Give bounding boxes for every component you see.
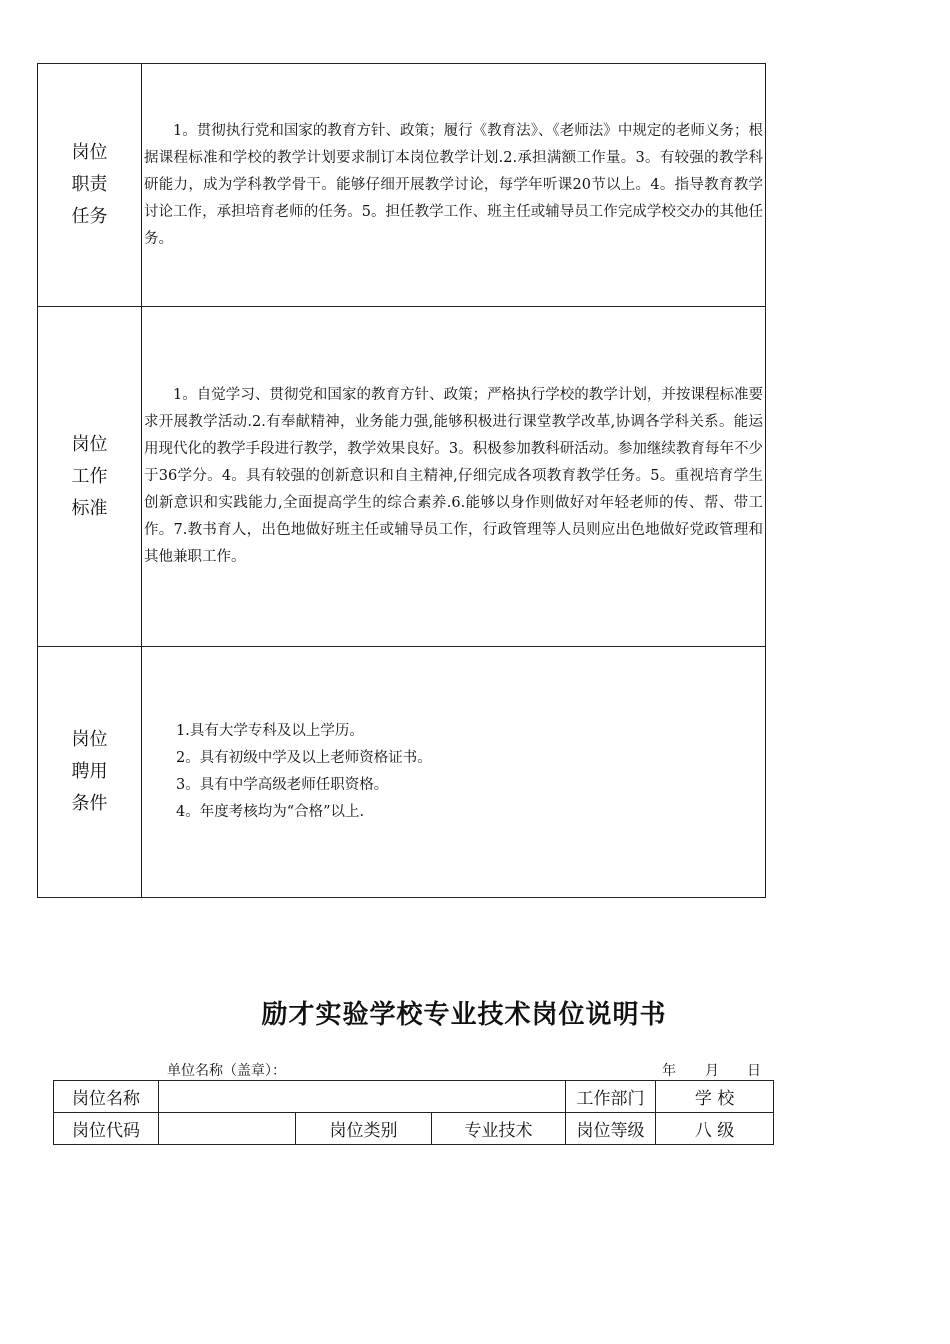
- post-info-row-2: [54, 1113, 774, 1145]
- post-code-label: 岗位代码: [54, 1113, 159, 1145]
- conditions-label-line-1: 岗位: [71, 729, 108, 750]
- duties-content-cell: [142, 64, 766, 307]
- grade-value: 八 级: [656, 1113, 774, 1145]
- conditions-item-4: 4。年度考核均为“合格”以上.: [176, 804, 365, 820]
- conditions-item-1: 1.具有大学专科及以上学历。: [176, 723, 364, 739]
- standards-text: 1。自觉学习、贯彻党和国家的教育方针、政策；严格执行学校的教学计划，并按课程标准要求开展教学活动.2.有奉献精神，业务能力强,能够积极进行课堂教学改革,协调各学科关系。能运用现代化的教学手段进行教学，教学效果良好。3。积极参加教科研活动。参加继续教育每年不少于36学分。4。具有较强的创新意识和自主精神,仔细完成各项教育教学任务。5。重视培育学生创新意识和实践能力,全面提高学生的综合素养.6.能够以身作则做好对年轻老师的传、帮、带工作。7.教书育人，出色地做好班主任或辅导员工作，行政管理等人员则应出色地做好党政管理和其他兼职工作。: [144, 387, 763, 565]
- duties-row: [38, 64, 766, 307]
- unit-name-label: 单位名称（盖章）：: [167, 1063, 286, 1079]
- conditions-item-3: 3。具有中学高级老师任职资格。: [176, 777, 389, 793]
- standards-label: [38, 307, 142, 647]
- conditions-list: [142, 718, 765, 826]
- unit-line: [0, 1060, 950, 1082]
- date-year-label: 年: [662, 1063, 676, 1079]
- post-info-row-1: [54, 1081, 774, 1113]
- duties-text: 1。贯彻执行党和国家的教育方针、政策；履行《教育法》、《老师法》中规定的老师义务；根据课程标准和学校的教学计划要求制订本岗位教学计划.2.承担满额工作量。3。有较强的教学科研能力，成为学科教学骨干。能够仔细开展教学讨论，每学年听课20节以上。4。指导教育教学讨论工作，承担培育老师的任务。5。担任教学工作、班主任或辅导员工作完成学校交办的其他任务。: [144, 122, 763, 247]
- category-value: 专业技术: [432, 1113, 566, 1145]
- conditions-label: [38, 647, 142, 898]
- standards-label-line-3: 标准: [71, 497, 108, 519]
- category-label: 岗位类别: [296, 1113, 432, 1145]
- post-info-table: [53, 1080, 774, 1145]
- post-name-value[interactable]: [159, 1081, 566, 1113]
- duties-label-line-3: 任务: [71, 206, 108, 227]
- conditions-item-2: 2。具有初级中学及以上老师资格证书。: [176, 750, 432, 766]
- department-value: 学 校: [656, 1081, 774, 1113]
- post-name-label: 岗位名称: [54, 1081, 159, 1113]
- job-description-table: [37, 63, 766, 898]
- document-title: 励才实验学校专业技术岗位说明书: [261, 1000, 667, 1030]
- conditions-row: [38, 647, 766, 898]
- standards-row: [38, 307, 766, 647]
- duties-label: [38, 64, 142, 307]
- conditions-content-cell: [142, 647, 766, 898]
- duties-label-line-2: 职责: [71, 174, 108, 195]
- conditions-label-line-3: 条件: [71, 793, 108, 814]
- standards-label-line-2: 工作: [71, 465, 108, 487]
- grade-label: 岗位等级: [566, 1113, 656, 1145]
- department-label: 工作部门: [566, 1081, 656, 1113]
- standards-label-line-1: 岗位: [71, 433, 108, 455]
- date-day-label: 日: [747, 1063, 761, 1079]
- post-code-value[interactable]: [159, 1113, 296, 1145]
- duties-label-line-1: 岗位: [71, 142, 108, 163]
- date-month-label: 月: [705, 1063, 719, 1079]
- conditions-label-line-2: 聘用: [71, 761, 108, 782]
- standards-content-cell: [142, 307, 766, 647]
